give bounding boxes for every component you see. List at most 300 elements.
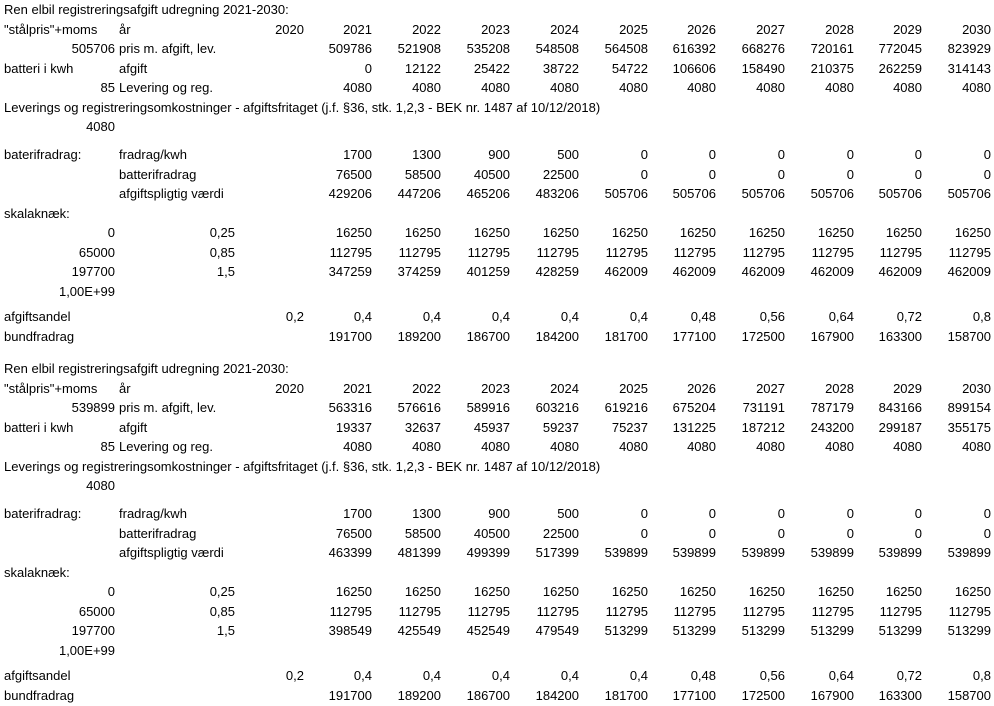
scale-value-cell[interactable]: 513299 bbox=[672, 623, 716, 639]
scale-value-cell[interactable]: 347259 bbox=[328, 264, 372, 280]
scale-value-cell[interactable]: 462009 bbox=[947, 264, 991, 280]
scale-row bbox=[0, 602, 994, 622]
base-deduction-cell[interactable]: 184200 bbox=[535, 328, 579, 344]
taxable-value-cell[interactable]: 429206 bbox=[328, 186, 372, 202]
tax-cell[interactable]: 38722 bbox=[542, 60, 579, 76]
year-cell[interactable]: 2029 bbox=[893, 21, 922, 37]
scale-value-cell[interactable]: 112795 bbox=[742, 603, 785, 619]
tax-share-cell[interactable]: 0,4 bbox=[353, 668, 372, 684]
scale-value-cell[interactable]: 513299 bbox=[810, 623, 854, 639]
tax-cell[interactable]: 210375 bbox=[810, 60, 854, 76]
delivery-cell[interactable]: 4080 bbox=[343, 80, 372, 95]
price-cell[interactable]: 843166 bbox=[878, 400, 922, 415]
base-deduction-cell[interactable]: 181700 bbox=[604, 687, 648, 703]
taxable-value-cell[interactable]: 505706 bbox=[604, 186, 648, 202]
scale-heading[interactable]: skalaknæk: bbox=[4, 205, 70, 221]
scale-rate-cell[interactable]: 0,25 bbox=[209, 225, 235, 241]
scale-value-cell[interactable]: 398549 bbox=[328, 623, 372, 639]
scale-value-cell[interactable]: 112795 bbox=[398, 244, 441, 260]
taxable-value-cell[interactable]: 539899 bbox=[878, 545, 922, 561]
base-deduction-cell[interactable]: 163300 bbox=[878, 328, 922, 344]
tax-share-cell[interactable]: 0,48 bbox=[690, 668, 716, 684]
tax-share-cell[interactable]: 0,4 bbox=[422, 309, 441, 325]
scale-threshold-cell[interactable]: 0 bbox=[107, 584, 115, 600]
year-cell[interactable]: 2021 bbox=[343, 380, 372, 396]
scale-value-cell[interactable]: 112795 bbox=[811, 244, 854, 260]
scale-value-cell[interactable]: 452549 bbox=[466, 623, 510, 639]
scale-value-cell[interactable]: 112795 bbox=[329, 244, 372, 260]
tax-share-cell[interactable]: 0,8 bbox=[972, 309, 991, 325]
year-cell[interactable]: 2027 bbox=[756, 21, 785, 37]
tax-cell[interactable]: 355175 bbox=[947, 419, 991, 435]
scale-value-cell[interactable]: 112795 bbox=[811, 603, 854, 619]
scale-value-cell[interactable]: 16250 bbox=[335, 225, 372, 241]
price-cell[interactable]: 731191 bbox=[742, 400, 785, 415]
taxable-value-cell[interactable]: 483206 bbox=[535, 186, 579, 202]
taxable-value-cell[interactable]: 539899 bbox=[741, 545, 785, 561]
scale-value-cell[interactable]: 16250 bbox=[611, 225, 648, 241]
scale-value-cell[interactable]: 16250 bbox=[542, 584, 579, 600]
scale-value-cell[interactable]: 462009 bbox=[741, 264, 785, 280]
tax-cell[interactable]: 187212 bbox=[741, 419, 785, 435]
base-deduction-cell[interactable]: 172500 bbox=[741, 328, 785, 344]
taxable-value-cell[interactable]: 505706 bbox=[810, 186, 854, 202]
battery-deduction-label[interactable]: batterifradrag bbox=[119, 166, 197, 182]
taxable-value-cell[interactable]: 499399 bbox=[466, 545, 510, 561]
exempt-amount-cell[interactable]: 4080 bbox=[86, 478, 115, 493]
tax-share-cell[interactable]: 0,72 bbox=[896, 309, 922, 325]
tax-share-cell[interactable]: 0,48 bbox=[690, 309, 716, 325]
delivery-cell[interactable]: 4080 bbox=[893, 80, 922, 95]
battery-deduction-cell[interactable]: 40500 bbox=[473, 525, 510, 541]
year-cell[interactable]: 2024 bbox=[550, 380, 579, 396]
battery-deduction-cell[interactable]: 22500 bbox=[542, 525, 579, 541]
taxable-value-cell[interactable]: 517399 bbox=[535, 545, 579, 561]
base-deduction-cell[interactable]: 167900 bbox=[810, 687, 854, 703]
base-deduction-cell[interactable]: 191700 bbox=[328, 687, 372, 703]
delivery-cell[interactable]: 4080 bbox=[550, 439, 579, 454]
scale-value-cell[interactable]: 112795 bbox=[536, 244, 579, 260]
tax-share-cell[interactable]: 0,64 bbox=[828, 668, 854, 684]
tax-cell[interactable]: 59237 bbox=[542, 419, 579, 435]
delivery-label[interactable]: Levering og reg. bbox=[119, 80, 213, 95]
tax-cell[interactable]: 54722 bbox=[611, 60, 648, 76]
delivery-cell[interactable]: 4080 bbox=[550, 80, 579, 95]
base-deduction-cell[interactable]: 181700 bbox=[604, 328, 648, 344]
year-cell[interactable]: 2021 bbox=[343, 21, 372, 37]
price-cell[interactable]: 772045 bbox=[878, 41, 922, 56]
delivery-cell[interactable]: 4080 bbox=[756, 439, 785, 454]
price-cell[interactable]: 548508 bbox=[535, 41, 579, 56]
tax-cell[interactable]: 158490 bbox=[741, 60, 785, 76]
scale-max-cell[interactable]: 1,00E+99 bbox=[58, 642, 115, 658]
battery-deduction-cell[interactable]: 0 bbox=[708, 525, 716, 541]
scale-value-cell[interactable]: 16250 bbox=[817, 584, 854, 600]
per-kwh-cell[interactable]: 0 bbox=[708, 506, 716, 522]
scale-max-cell[interactable]: 1,00E+99 bbox=[58, 283, 115, 299]
delivery-cell[interactable]: 4080 bbox=[962, 80, 991, 95]
tax-share-label[interactable]: afgiftsandel bbox=[4, 309, 71, 325]
delivery-cell[interactable]: 4080 bbox=[412, 80, 441, 95]
taxable-value-cell[interactable]: 539899 bbox=[810, 545, 854, 561]
scale-value-cell[interactable]: 16250 bbox=[473, 225, 510, 241]
scale-value-cell[interactable]: 112795 bbox=[329, 603, 372, 619]
base-deduction-cell[interactable]: 184200 bbox=[535, 687, 579, 703]
delivery-cell[interactable]: 4080 bbox=[619, 439, 648, 454]
base-deduction-cell[interactable]: 158700 bbox=[947, 687, 991, 703]
per-kwh-label[interactable]: fradrag/kwh bbox=[119, 506, 187, 522]
price-cell[interactable]: 616392 bbox=[672, 41, 716, 56]
delivery-cell[interactable]: 4080 bbox=[687, 439, 716, 454]
battery-deduction-heading[interactable]: baterifradrag: bbox=[4, 506, 82, 522]
scale-value-cell[interactable]: 425549 bbox=[397, 623, 441, 639]
scale-value-cell[interactable]: 513299 bbox=[604, 623, 648, 639]
share-row bbox=[0, 307, 994, 327]
tax-share-cell[interactable]: 0,4 bbox=[353, 309, 372, 325]
taxable-value-cell[interactable]: 481399 bbox=[397, 545, 441, 561]
year-cell[interactable]: 2026 bbox=[687, 21, 716, 37]
scale-value-cell[interactable]: 112795 bbox=[467, 603, 510, 619]
tax-cell[interactable]: 299187 bbox=[878, 419, 922, 435]
tax-share-cell[interactable]: 0,64 bbox=[828, 309, 854, 325]
battery-kwh-cell[interactable]: 85 bbox=[100, 439, 115, 454]
battery-deduction-cell[interactable]: 0 bbox=[846, 525, 854, 541]
battery-deduction-cell[interactable]: 0 bbox=[640, 166, 648, 182]
scale-value-cell[interactable]: 112795 bbox=[605, 603, 648, 619]
per-kwh-cell[interactable]: 900 bbox=[488, 506, 510, 522]
battery-deduction-cell[interactable]: 40500 bbox=[473, 166, 510, 182]
year-label[interactable]: år bbox=[119, 380, 131, 396]
battery-deduction-cell[interactable]: 0 bbox=[983, 166, 991, 182]
scale-value-cell[interactable]: 112795 bbox=[948, 244, 991, 260]
delivery-label[interactable]: Levering og reg. bbox=[119, 439, 213, 454]
year-cell[interactable]: 2025 bbox=[619, 380, 648, 396]
delivery-cell[interactable]: 4080 bbox=[412, 439, 441, 454]
price-cell[interactable]: 521908 bbox=[397, 41, 441, 56]
base-deduction-cell[interactable]: 158700 bbox=[947, 328, 991, 344]
tax-share-cell[interactable]: 0,4 bbox=[491, 309, 510, 325]
scale-value-cell[interactable]: 462009 bbox=[604, 264, 648, 280]
scale-value-cell[interactable]: 479549 bbox=[535, 623, 579, 639]
scale-threshold-cell[interactable]: 0 bbox=[107, 225, 115, 241]
delivery-cell[interactable]: 4080 bbox=[619, 80, 648, 95]
taxable-value-cell[interactable]: 539899 bbox=[672, 545, 716, 561]
price-cell[interactable]: 563316 bbox=[328, 400, 372, 415]
per-kwh-cell[interactable]: 0 bbox=[983, 147, 991, 163]
per-kwh-label[interactable]: fradrag/kwh bbox=[119, 147, 187, 163]
scale-row bbox=[0, 262, 994, 282]
price-label[interactable]: pris m. afgift, lev. bbox=[119, 400, 217, 415]
year-cell[interactable]: 2028 bbox=[825, 21, 854, 37]
scale-value-cell[interactable]: 16250 bbox=[611, 584, 648, 600]
price-cell[interactable]: 509786 bbox=[328, 41, 372, 56]
base-deduction-cell[interactable]: 177100 bbox=[672, 687, 716, 703]
scale-value-cell[interactable]: 16250 bbox=[954, 225, 991, 241]
tax-cell[interactable]: 25422 bbox=[473, 60, 510, 76]
year-cell[interactable]: 2023 bbox=[481, 21, 510, 37]
scale-heading-row bbox=[0, 204, 994, 224]
battery-deduction-cell[interactable]: 76500 bbox=[335, 166, 372, 182]
tax-cell[interactable]: 262259 bbox=[878, 60, 922, 76]
scale-rate-cell[interactable]: 0,85 bbox=[209, 603, 235, 619]
scale-value-cell[interactable]: 16250 bbox=[885, 584, 922, 600]
tax-cell[interactable]: 32637 bbox=[404, 419, 441, 435]
base-deduction-cell[interactable]: 172500 bbox=[741, 687, 785, 703]
tax-label[interactable]: afgift bbox=[119, 419, 148, 435]
base-deduction-cell[interactable]: 163300 bbox=[878, 687, 922, 703]
per-kwh-cell[interactable]: 0 bbox=[777, 147, 785, 163]
tax-cell[interactable]: 12122 bbox=[404, 60, 441, 76]
scale-value-cell[interactable]: 513299 bbox=[878, 623, 922, 639]
taxable-value-cell[interactable]: 465206 bbox=[466, 186, 510, 202]
taxable-value-cell[interactable]: 539899 bbox=[604, 545, 648, 561]
taxable-value-cell[interactable]: 463399 bbox=[328, 545, 372, 561]
scale-value-cell[interactable]: 16250 bbox=[885, 225, 922, 241]
per-kwh-cell[interactable]: 500 bbox=[557, 147, 579, 163]
scale-value-cell[interactable]: 16250 bbox=[473, 584, 510, 600]
base-deduction-cell[interactable]: 167900 bbox=[810, 328, 854, 344]
per-kwh-cell[interactable]: 0 bbox=[983, 506, 991, 522]
scale-row bbox=[0, 223, 994, 243]
per-kwh-cell[interactable]: 500 bbox=[557, 506, 579, 522]
delivery-cell[interactable]: 4080 bbox=[893, 439, 922, 454]
tax-share-cell[interactable]: 0,2 bbox=[285, 668, 304, 684]
per-kwh-cell[interactable]: 0 bbox=[640, 506, 648, 522]
battery-deduction-cell[interactable]: 0 bbox=[777, 166, 785, 182]
scale-value-cell[interactable]: 428259 bbox=[535, 264, 579, 280]
battery-kwh-cell[interactable]: 85 bbox=[100, 80, 115, 95]
price-label[interactable]: pris m. afgift, lev. bbox=[119, 41, 217, 56]
delivery-cell[interactable]: 4080 bbox=[756, 80, 785, 95]
year-cell[interactable]: 2020 bbox=[275, 380, 304, 396]
tax-cell[interactable]: 106606 bbox=[672, 60, 716, 76]
taxable-value-cell[interactable]: 505706 bbox=[878, 186, 922, 202]
scale-value-cell[interactable]: 16250 bbox=[748, 225, 785, 241]
exemption-note[interactable]: Leverings og registreringsomkostninger - afgiftsfritaget (j.f. §36, stk. 1,2,3 - BEK nr. 1487 af 10/12/2018) bbox=[4, 458, 601, 474]
scale-value-cell[interactable]: 16250 bbox=[817, 225, 854, 241]
battery-deduction-cell[interactable]: 0 bbox=[846, 166, 854, 182]
tax-cell[interactable]: 19337 bbox=[335, 419, 372, 435]
scale-value-cell[interactable]: 16250 bbox=[954, 584, 991, 600]
per-kwh-cell[interactable]: 0 bbox=[914, 147, 922, 163]
delivery-cell[interactable]: 4080 bbox=[962, 439, 991, 454]
per-kwh-cell[interactable]: 0 bbox=[708, 147, 716, 163]
scale-value-cell[interactable]: 112795 bbox=[673, 603, 716, 619]
delivery-cell[interactable]: 4080 bbox=[481, 439, 510, 454]
base-price-cell[interactable]: 539899 bbox=[71, 400, 115, 415]
scale-value-cell[interactable]: 16250 bbox=[404, 584, 441, 600]
base-deduction-cell[interactable]: 189200 bbox=[397, 328, 441, 344]
price-cell[interactable]: 823929 bbox=[947, 41, 991, 56]
price-cell[interactable]: 668276 bbox=[741, 41, 785, 56]
year-cell[interactable]: 2023 bbox=[481, 380, 510, 396]
scale-value-cell[interactable]: 16250 bbox=[679, 225, 716, 241]
per-kwh-cell[interactable]: 0 bbox=[846, 506, 854, 522]
tax-share-cell[interactable]: 0,4 bbox=[629, 668, 648, 684]
scale-value-cell[interactable]: 462009 bbox=[810, 264, 854, 280]
per-kwh-cell[interactable]: 0 bbox=[846, 147, 854, 163]
base-deduction-cell[interactable]: 177100 bbox=[672, 328, 716, 344]
per-kwh-cell[interactable]: 0 bbox=[640, 147, 648, 163]
scale-value-cell[interactable]: 112795 bbox=[673, 244, 716, 260]
base-deduction-cell[interactable]: 189200 bbox=[397, 687, 441, 703]
price-cell[interactable]: 564508 bbox=[604, 41, 648, 56]
price-cell[interactable]: 619216 bbox=[604, 400, 648, 415]
year-cell[interactable]: 2026 bbox=[687, 380, 716, 396]
per-kwh-cell[interactable]: 0 bbox=[777, 506, 785, 522]
tax-cell[interactable]: 314143 bbox=[947, 60, 991, 76]
scale-value-cell[interactable]: 16250 bbox=[335, 584, 372, 600]
taxable-value-cell[interactable]: 505706 bbox=[947, 186, 991, 202]
exemption-note[interactable]: Leverings og registreringsomkostninger - afgiftsfritaget (j.f. §36, stk. 1,2,3 - BEK nr. 1487 af 10/12/2018) bbox=[4, 99, 601, 115]
scale-value-cell[interactable]: 462009 bbox=[672, 264, 716, 280]
tax-share-cell[interactable]: 0,72 bbox=[896, 668, 922, 684]
per-kwh-cell[interactable]: 1300 bbox=[412, 147, 441, 163]
scale-value-cell[interactable]: 112795 bbox=[879, 603, 922, 619]
price-cell[interactable]: 720161 bbox=[810, 41, 854, 56]
scale-value-cell[interactable]: 513299 bbox=[741, 623, 785, 639]
scale-value-cell[interactable]: 112795 bbox=[467, 244, 510, 260]
block-title[interactable]: Ren elbil registreringsafgift udregning 2021-2030: bbox=[4, 2, 289, 17]
tax-share-cell[interactable]: 0,2 bbox=[285, 309, 304, 325]
tax-share-label[interactable]: afgiftsandel bbox=[4, 668, 71, 684]
per-kwh-cell[interactable]: 1700 bbox=[343, 147, 372, 163]
tax-cell[interactable]: 243200 bbox=[810, 419, 854, 435]
per-kwh-cell[interactable]: 1300 bbox=[412, 506, 441, 522]
scale-value-cell[interactable]: 16250 bbox=[748, 584, 785, 600]
tax-cell[interactable]: 75237 bbox=[611, 419, 648, 435]
scale-threshold-cell[interactable]: 197700 bbox=[71, 264, 115, 280]
tax-share-cell[interactable]: 0,4 bbox=[560, 668, 579, 684]
year-cell[interactable]: 2027 bbox=[756, 380, 785, 396]
tax-cell[interactable]: 131225 bbox=[672, 419, 716, 435]
battery-deduction-cell[interactable]: 58500 bbox=[404, 525, 441, 541]
year-cell[interactable]: 2030 bbox=[962, 380, 991, 396]
scale-value-cell[interactable]: 112795 bbox=[879, 244, 922, 260]
scale-value-cell[interactable]: 16250 bbox=[404, 225, 441, 241]
tax-share-cell[interactable]: 0,4 bbox=[629, 309, 648, 325]
year-cell[interactable]: 2028 bbox=[825, 380, 854, 396]
price-cell[interactable]: 589916 bbox=[466, 400, 510, 415]
tax-share-cell[interactable]: 0,56 bbox=[759, 668, 785, 684]
taxable-value-cell[interactable]: 505706 bbox=[672, 186, 716, 202]
year-label[interactable]: år bbox=[119, 21, 131, 37]
tax-share-cell[interactable]: 0,4 bbox=[422, 668, 441, 684]
taxable-value-cell[interactable]: 505706 bbox=[741, 186, 785, 202]
delivery-cell[interactable]: 4080 bbox=[481, 80, 510, 95]
battery-deduction-cell[interactable]: 0 bbox=[983, 525, 991, 541]
price-cell[interactable]: 603216 bbox=[535, 400, 579, 415]
battery-deduction-heading[interactable]: baterifradrag: bbox=[4, 147, 82, 163]
scale-rate-cell[interactable]: 1,5 bbox=[216, 264, 235, 280]
price-cell[interactable]: 787179 bbox=[810, 400, 854, 415]
battery-deduction-cell[interactable]: 76500 bbox=[335, 525, 372, 541]
battery-kwh-label[interactable]: batteri i kwh bbox=[4, 60, 74, 76]
base-deduction-label[interactable]: bundfradrag bbox=[4, 687, 75, 703]
price-cell[interactable]: 576616 bbox=[397, 400, 441, 415]
delivery-cell[interactable]: 4080 bbox=[687, 80, 716, 95]
scale-heading[interactable]: skalaknæk: bbox=[4, 564, 70, 580]
steel-price-label[interactable]: "stålpris"+moms bbox=[4, 21, 98, 37]
scale-value-cell[interactable]: 401259 bbox=[466, 264, 510, 280]
year-cell[interactable]: 2022 bbox=[412, 380, 441, 396]
scale-value-cell[interactable]: 112795 bbox=[948, 603, 991, 619]
scale-value-cell[interactable]: 112795 bbox=[536, 603, 579, 619]
base-deduction-cell[interactable]: 186700 bbox=[466, 687, 510, 703]
year-cell[interactable]: 2029 bbox=[893, 380, 922, 396]
scale-rate-cell[interactable]: 1,5 bbox=[216, 623, 235, 639]
scale-value-cell[interactable]: 112795 bbox=[742, 244, 785, 260]
per-kwh-cell[interactable]: 0 bbox=[914, 506, 922, 522]
taxable-value-label[interactable]: afgiftspligtig værdi bbox=[119, 186, 224, 202]
delivery-cell[interactable]: 4080 bbox=[825, 80, 854, 95]
battery-deduction-cell[interactable]: 0 bbox=[708, 166, 716, 182]
scale-threshold-cell[interactable]: 197700 bbox=[71, 623, 115, 639]
price-cell[interactable]: 899154 bbox=[947, 400, 991, 415]
block-title[interactable]: Ren elbil registreringsafgift udregning 2021-2030: bbox=[4, 361, 289, 376]
scale-threshold-cell[interactable]: 65000 bbox=[78, 244, 115, 260]
scale-value-cell[interactable]: 16250 bbox=[542, 225, 579, 241]
scale-value-cell[interactable]: 374259 bbox=[397, 264, 441, 280]
delivery-cell[interactable]: 4080 bbox=[343, 439, 372, 454]
tax-share-cell[interactable]: 0,8 bbox=[972, 668, 991, 684]
tax-share-cell[interactable]: 0,56 bbox=[759, 309, 785, 325]
tax-share-cell[interactable]: 0,4 bbox=[491, 668, 510, 684]
base-deduction-label[interactable]: bundfradrag bbox=[4, 328, 75, 344]
base-price-cell[interactable]: 505706 bbox=[71, 41, 115, 56]
base-deduction-cell[interactable]: 191700 bbox=[328, 328, 372, 344]
year-cell[interactable]: 2020 bbox=[275, 21, 304, 37]
price-cell[interactable]: 535208 bbox=[466, 41, 510, 56]
scale-rate-cell[interactable]: 0,85 bbox=[209, 244, 235, 260]
tax-share-cell[interactable]: 0,4 bbox=[560, 309, 579, 325]
year-cell[interactable]: 2024 bbox=[550, 21, 579, 37]
price-row bbox=[0, 398, 994, 418]
battery-deduction-cell[interactable]: 0 bbox=[914, 525, 922, 541]
battery-deduction-cell[interactable]: 0 bbox=[777, 525, 785, 541]
steel-price-label[interactable]: "stålpris"+moms bbox=[4, 380, 98, 396]
scale-value-cell[interactable]: 16250 bbox=[679, 584, 716, 600]
battery-deduction-cell[interactable]: 58500 bbox=[404, 166, 441, 182]
scale-value-cell[interactable]: 513299 bbox=[947, 623, 991, 639]
taxable-value-cell[interactable]: 447206 bbox=[397, 186, 441, 202]
battery-deduction-label[interactable]: batterifradrag bbox=[119, 525, 197, 541]
battery-deduction-cell[interactable]: 22500 bbox=[542, 166, 579, 182]
taxable-value-label[interactable]: afgiftspligtig værdi bbox=[119, 545, 224, 561]
year-cell[interactable]: 2022 bbox=[412, 21, 441, 37]
tax-label[interactable]: afgift bbox=[119, 60, 148, 76]
tax-cell[interactable]: 0 bbox=[364, 60, 372, 76]
battery-deduction-cell[interactable]: 0 bbox=[640, 525, 648, 541]
battery-deduction-cell[interactable]: 0 bbox=[914, 166, 922, 182]
year-cell[interactable]: 2030 bbox=[962, 21, 991, 37]
scale-value-cell[interactable]: 112795 bbox=[398, 603, 441, 619]
scale-value-cell[interactable]: 462009 bbox=[878, 264, 922, 280]
scale-value-cell[interactable]: 112795 bbox=[605, 244, 648, 260]
per-kwh-cell[interactable]: 900 bbox=[488, 147, 510, 163]
year-cell[interactable]: 2025 bbox=[619, 21, 648, 37]
scale-threshold-cell[interactable]: 65000 bbox=[78, 603, 115, 619]
base-deduction-cell[interactable]: 186700 bbox=[466, 328, 510, 344]
price-cell[interactable]: 675204 bbox=[672, 400, 716, 415]
per-kwh-cell[interactable]: 1700 bbox=[343, 506, 372, 522]
delivery-cell[interactable]: 4080 bbox=[825, 439, 854, 454]
exempt-amount-cell[interactable]: 4080 bbox=[86, 119, 115, 134]
battery-kwh-label[interactable]: batteri i kwh bbox=[4, 419, 74, 435]
tax-cell[interactable]: 45937 bbox=[473, 419, 510, 435]
scale-rate-cell[interactable]: 0,25 bbox=[209, 584, 235, 600]
taxable-value-cell[interactable]: 539899 bbox=[947, 545, 991, 561]
